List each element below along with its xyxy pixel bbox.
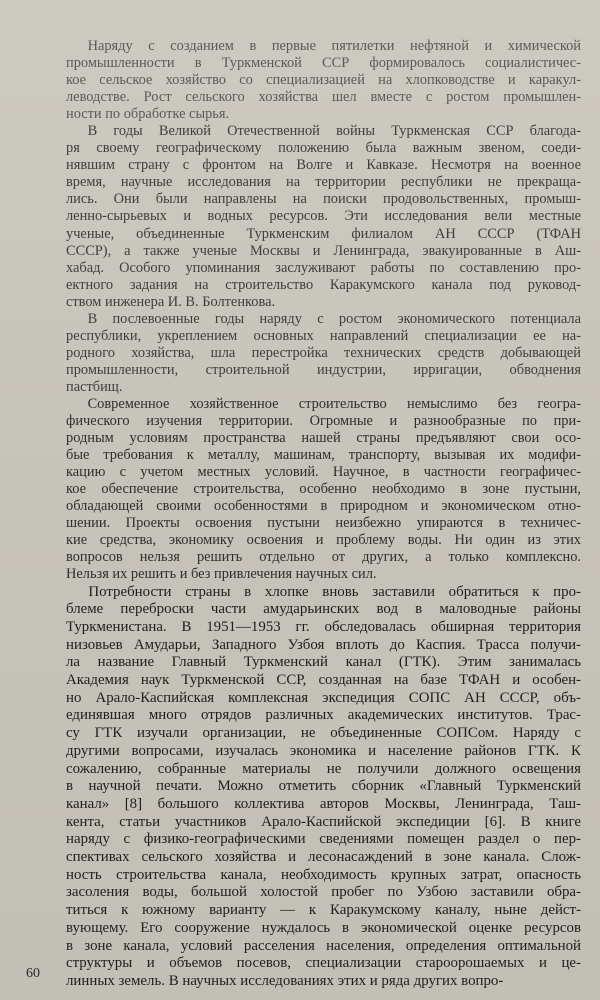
text-line: время, научные исследования на территории республики не прекраща- (66, 174, 581, 191)
text-line: ленно-сырьевых и водных ресурсов. Эти исследования вели местные (66, 208, 581, 225)
text-line: низовьев Амударьи, Западного Узбоя вплоть до Каспия. Трасса получи- (66, 636, 581, 653)
paragraph-1 (66, 38, 581, 123)
text-line: ность строительства канала, необходимость крупных затрат, опасность (66, 866, 581, 883)
text-line: бые требования к металлу, машинам, транспорту, вызывая их модифи- (66, 447, 581, 464)
text-line: кое сельское хозяйство со специализацией на хлопководстве и каракул- (66, 72, 581, 89)
text-line: хабад. Особого упоминания заслуживают работы по составлению про- (66, 259, 581, 276)
text-line: нявшим страну с фронтом на Волге и Кавказе. Несмотря на военное (66, 157, 581, 174)
text-line: Нельзя их решить и без привлечения научных сил. (66, 566, 377, 583)
text-line: обладающей своими особенностями в природном и экономическом отно- (66, 498, 581, 515)
text-line: Потребности страны в хлопке вновь заставили обратиться к про- (66, 583, 581, 600)
text-line: в зоне канала, условий расселения населения, определения оптимальной (66, 937, 581, 954)
text-line: единявшая много отрядов различных академических институтов. Трас- (66, 707, 581, 724)
text-line: лись. Они были направлены на поиски продовольственных, промыш- (66, 191, 581, 208)
text-line: леводстве. Рост сельского хозяйства шел вместе с ростом промышлен- (66, 89, 581, 106)
text-line: ря своему географическому положению была важным звеном, соеди- (66, 140, 581, 157)
text-line: в научной печати. Можно отметить сборник «Главный Туркменский (66, 778, 581, 795)
text-line: су ГТК изучали организации, не объединенные СОПСом. Наряду с (66, 725, 581, 742)
text-line: промышленности в Туркменской ССР формировалось социалистичес- (66, 55, 581, 72)
paragraph-4 (66, 396, 581, 584)
text-line: Туркменистана. В 1951—1953 гг. обследовалась обширная территория (66, 618, 581, 635)
text-line: республики, укреплением основных направлений специализации ее на- (66, 327, 581, 344)
text-line: сожалению, собранные материалы не получили должного освещения (66, 760, 581, 777)
text-line: родным условиям пространства нашей страны предъявляют свои осо- (66, 430, 581, 447)
text-line: В послевоенные годы наряду с ростом экономического потенциала (66, 310, 581, 327)
text-line: ученые, объединенные Туркменским филиалом АН СССР (ТФАН (66, 225, 581, 242)
text-line: Современное хозяйственное строительство немыслимо без геогра- (66, 395, 581, 412)
page-number: 60 (26, 966, 40, 981)
text-line: линных земель. В научных исследованиях этих и ряда других вопро- (66, 972, 504, 989)
text-line: СССР), а также ученые Москвы и Ленинграда, эвакуированные в Аш- (66, 242, 581, 259)
text-line: кие средства, экономику освоения и проблему воды. Ни один из этих (66, 532, 581, 549)
text-line: блеме переброски части амударьинских вод в маловодные районы (66, 601, 581, 618)
text-line: вующему. Его сооружение нуждалось в экономической оценке ресурсов (66, 919, 581, 936)
text-line: ектного задания на строительство Каракумского канала под руковод- (66, 276, 581, 293)
text-line: шении. Проекты освоения пустыни неизбежно упираются в техничес- (66, 515, 581, 532)
paragraph-5 (66, 584, 581, 991)
body-text (66, 38, 581, 991)
text-line: промышленности, строительной индустрии, ирригации, обводнения (66, 361, 581, 378)
text-line: канал» [8] большого коллектива авторов Москвы, Ленинграда, Таш- (66, 795, 581, 812)
text-line: засоления воды, большой холостой пробег по Узбою заставили обра- (66, 884, 581, 901)
text-line: ством инженера И. В. Болтенкова. (66, 293, 276, 310)
text-line: Наряду с созданием в первые пятилетки нефтяной и химической (66, 38, 581, 54)
text-line: другими вопросами, изучалась экономика и население районов ГТК. К (66, 742, 581, 759)
paragraph-2 (66, 123, 581, 311)
text-line: наряду с физико-географическими сведениями помещен раздел о пер- (66, 831, 581, 848)
text-line: Академия наук Туркменской ССР, созданная на базе ТФАН и особен- (66, 672, 581, 689)
text-line: титься к южному варианту — к Каракумскому каналу, ныне дейст- (66, 902, 581, 919)
text-line: структуры и объемов посевов, специализации староорошаемых и це- (66, 955, 581, 972)
paragraph-3 (66, 311, 581, 396)
text-line: кента, статьи участников Арало-Каспийской экспедиции [6]. В книге (66, 813, 581, 830)
text-line: В годы Великой Отечественной войны Туркменская ССР благода- (66, 123, 581, 140)
text-line: спективах сельского хозяйства и лесонасаждений в зоне канала. Слож- (66, 849, 581, 866)
text-line: кацию с учетом местных условий. Научное, в частности географичес- (66, 464, 581, 481)
text-line: фического изучения территории. Огромные и разнообразные по при- (66, 413, 581, 430)
text-line: ности по обработке сырья. (66, 106, 230, 123)
text-line: пастбищ. (66, 378, 123, 395)
text-line: кое обеспечение строительства, особенно необходимо в зоне пустыни, (66, 481, 581, 498)
text-line: родного хозяйства, шла перестройка технических средств добывающей (66, 344, 581, 361)
text-line: ла название Главный Туркменский канал (ГТК). Этим занималась (66, 654, 581, 671)
text-line: но Арало-Каспийская комплексная экспедиция СОПС АН СССР, объ- (66, 689, 581, 706)
text-line: вопросов нельзя решить отдельно от других, а только комплексно. (66, 549, 581, 566)
